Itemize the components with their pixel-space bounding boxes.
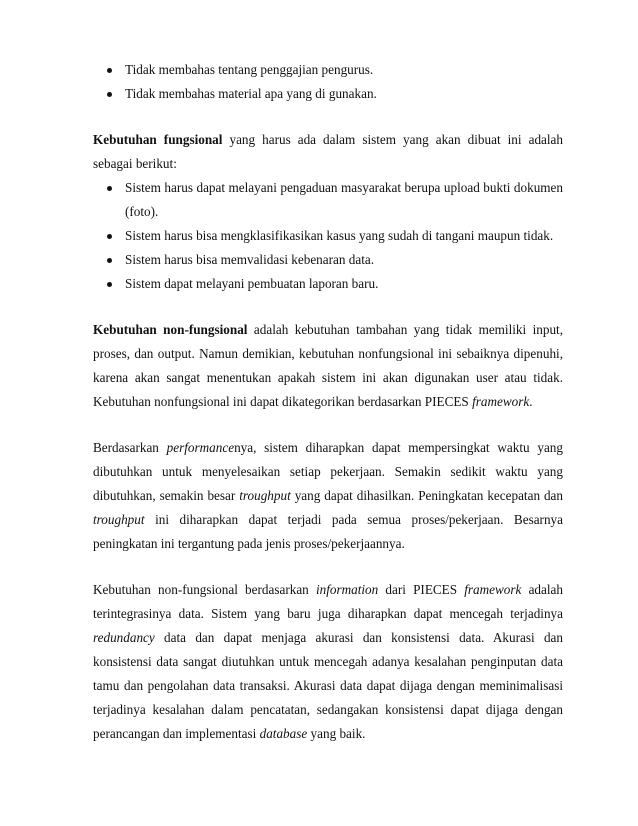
list-item: Tidak membahas tentang penggajian pengurus.: [93, 58, 563, 82]
non-functional-term: Kebutuhan non-fungsional: [93, 322, 248, 337]
list-item: Sistem dapat melayani pembuatan laporan baru.: [93, 272, 563, 296]
non-functional-requirements-paragraph: Kebutuhan non-fungsional adalah kebutuhan tambahan yang tidak memiliki input, proses, dan output. Namun demikian, kebutuhan nonfungsional ini sebaiknya dipenuhi, karena akan sangat menentukan apakah sistem ini akan digunakan user atau tidak. Kebutuhan nonfungsional ini dapat dikategorikan berdasarkan PIECES framework.: [93, 322, 564, 409]
bullet-icon: [107, 234, 112, 239]
document-page: [93, 58, 563, 746]
list-item: Sistem harus bisa mengklasifikasikan kasus yang sudah di tangani maupun tidak.: [93, 224, 563, 248]
bullet-icon: [107, 186, 112, 191]
functional-requirements-paragraph: Kebutuhan fungsional yang harus ada dalam sistem yang akan dibuat ini adalah sebagai berikut:: [93, 132, 563, 171]
functional-term: Kebutuhan fungsional: [93, 132, 223, 147]
bullet-icon: [107, 68, 112, 73]
information-paragraph: Kebutuhan non-fungsional berdasarkan information dari PIECES framework adalah terintegrasinya data. Sistem yang baru juga diharapkan dapat mencegah terjadinya redundancy data dan dapat menjaga akurasi dan konsistensi data. Akurasi dan konsistensi data sangat diutuhkan untuk mencegah adanya kesalahan penginputan data tamu dan pengolahan data transaksi. Akurasi data dapat dijaga dengan meminimalisasi terjadinya kesalahan dalam pencatatan, sedangakan konsistensi dapat dijaga dengan perancangan dan implementasi database yang baik.: [93, 582, 563, 741]
scope-bullet-list: [93, 58, 563, 106]
bullet-icon: [107, 282, 112, 287]
performance-paragraph: Berdasarkan performancenya, sistem diharapkan dapat mempersingkat waktu yang dibutuhkan untuk menyelesaikan setiap pekerjaan. Semakin sedikit waktu yang dibutuhkan, semakin besar troughput yang dapat dihasilkan. Peningkatan kecepatan dan troughput ini diharapkan dapat terjadi pada semua proses/pekerjaan. Besarnya peningkatan ini tergantung pada jenis proses/pekerjaannya.: [93, 440, 564, 551]
list-item: Sistem harus bisa memvalidasi kebenaran data.: [93, 248, 563, 272]
bullet-icon: [107, 92, 112, 97]
list-item: Sistem harus dapat melayani pengaduan masyarakat berupa upload bukti dokumen (foto).: [93, 176, 563, 224]
list-item: Tidak membahas material apa yang di gunakan.: [93, 82, 563, 106]
functional-bullet-list: [93, 176, 563, 296]
bullet-icon: [107, 258, 112, 263]
